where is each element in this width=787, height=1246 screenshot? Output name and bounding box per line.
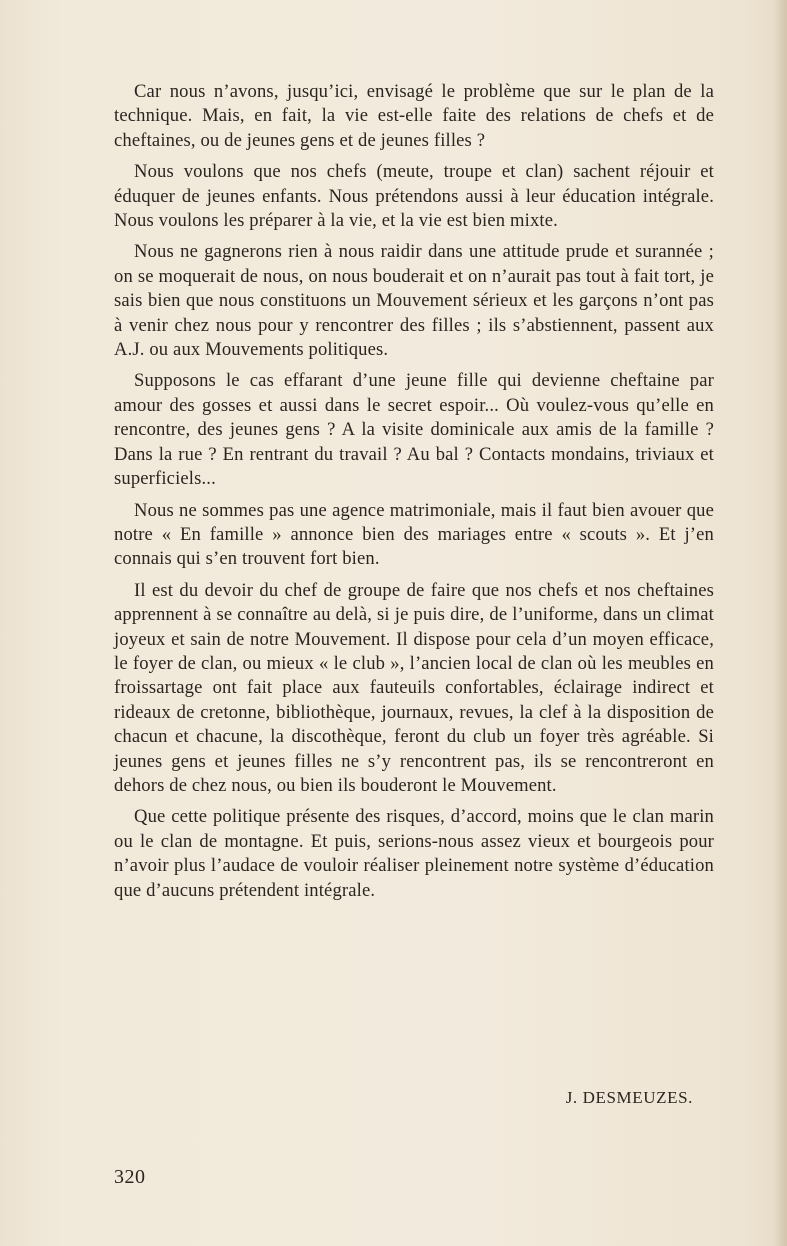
paragraph: Que cette politique présente des risques, d’accord, moins que le clan marin ou le clan de montagne. Et puis, serions-nous assez vieux et bourgeois pour n’avoir plus l’audace de vouloir réaliser pleinement notre système d’éducation que d’aucuns prétendent intégrale. <box>114 806 714 901</box>
author-signature: J. DESMEUZES. <box>565 1088 693 1107</box>
paragraph: Il est du devoir du chef de groupe de faire que nos chefs et nos cheftaines apprennent à se connaître au delà, si je puis dire, de l’uniforme, dans un climat joyeux et sain de notre Mouvement. Il dispose pour cela d’un moyen efficace, le foyer de clan, ou mieux « le club », l’ancien local de clan où les meubles en froissartage ont fait place aux fauteuils confortables, éclairage indirect et rideaux de cretonne, bibliothèque, journaux, revues, la clef à la disposition de chacun et chacune, la discothèque, feront du club un foyer très agréable. Si jeunes gens et jeunes filles ne s’y rencontrent pas, ils se rencontreront en dehors de chez nous, ou bien ils bouderont le Mouvement. <box>114 579 714 796</box>
paragraph: Nous voulons que nos chefs (meute, troupe et clan) sachent réjouir et éduquer de jeunes enfants. Nous prétendons aussi à leur éducation intégrale. Nous voulons les préparer à la vie, et la vie est bien mixte. <box>114 161 714 232</box>
article-body <box>114 80 714 910</box>
paragraph: Supposons le cas effarant d’une jeune fille qui devienne cheftaine par amour des gosses et aussi dans le secret espoir... Où voulez-vous qu’elle en rencontre, des jeunes gens ? A la visite dominicale aux amis de la famille ? Dans la rue ? En rentrant du travail ? Au bal ? Contacts mondains, triviaux et superficiels... <box>114 370 714 490</box>
paragraph: Nous ne gagnerons rien à nous raidir dans une attitude prude et surannée ; on se moquerait de nous, on nous bouderait et on n’aurait pas tout à fait tort, je sais bien que nous constituons un Mouvement sérieux et les garçons n’ont pas à venir chez nous pour y rencontrer des filles ; ils s’abstiennent, passent aux A.J. ou aux Mouvements politiques. <box>114 241 714 361</box>
paragraph: Nous ne sommes pas une agence matrimoniale, mais il faut bien avouer que notre « En famille » annonce bien des mariages entre « scouts ». Et j’en connais qui s’en trouvent fort bien. <box>114 499 714 570</box>
page-number: 320 <box>114 1166 146 1188</box>
paragraph: Car nous n’avons, jusqu’ici, envisagé le problème que sur le plan de la technique. Mais, en fait, la vie est-elle faite des relations de chefs et de cheftaines, ou de jeunes gens et de jeunes filles ? <box>114 81 714 151</box>
page-edge-shadow <box>773 0 787 1246</box>
